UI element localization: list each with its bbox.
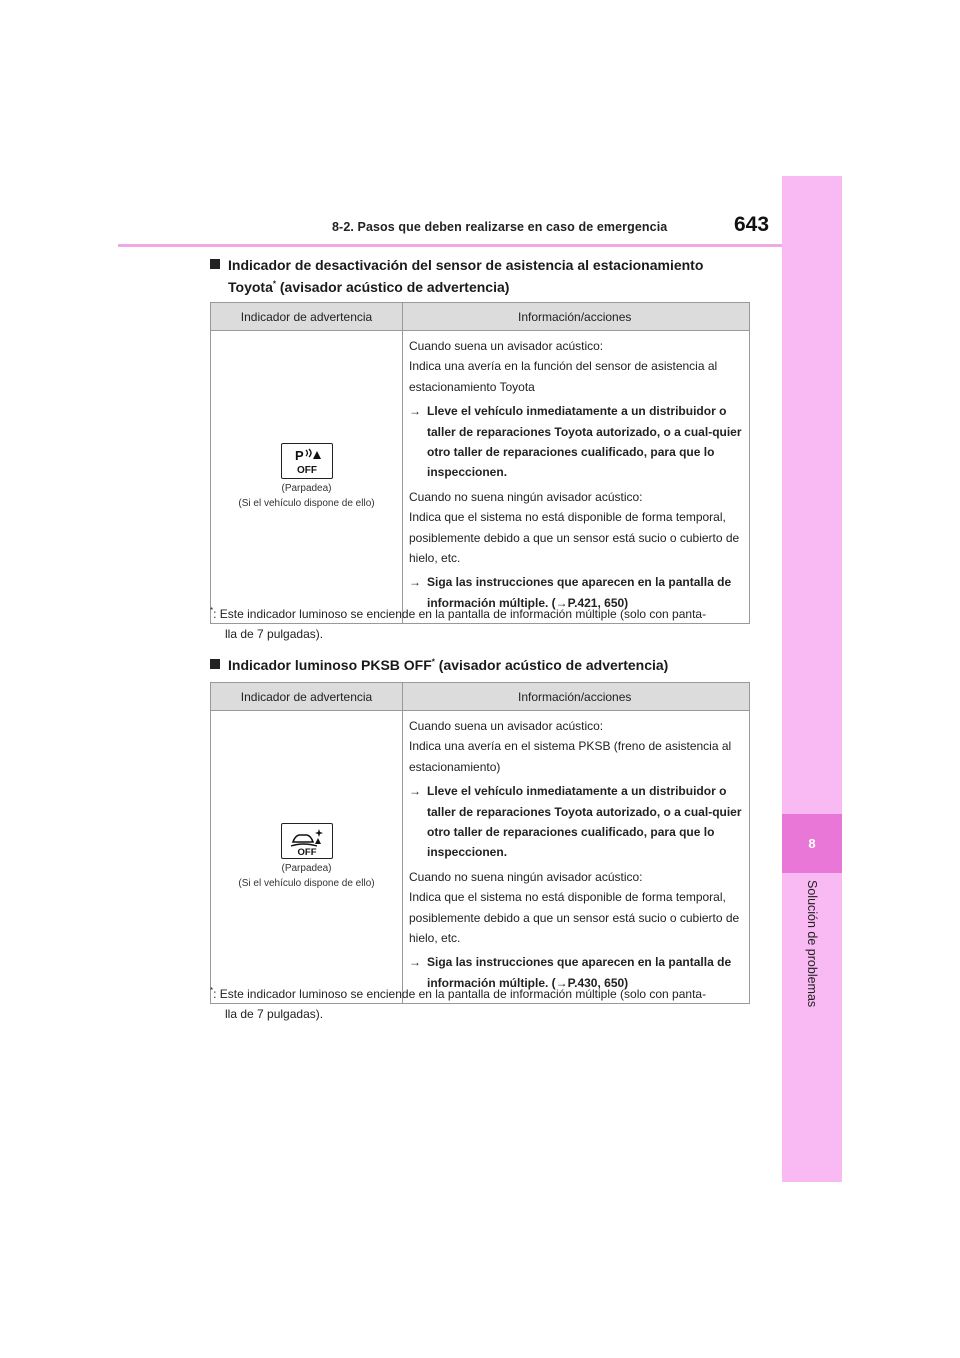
table-header-indicator: Indicador de advertencia (211, 303, 403, 331)
info-condition-2: Cuando no suena ningún avisador acústico: (409, 869, 643, 884)
indicator-caption-blink: (Parpadea) (281, 482, 332, 494)
action-1: → Lleve el vehículo inmediatamente a un distribuidor o taller de reparaciones Toyota autorizado, o a cual-quier otro taller de reparaciones cualificado, para que lo inspeccionen. (409, 401, 743, 483)
info-meaning-2: Indica que el sistema no está disponible de forma temporal, posiblemente debido a que un sensor está sucio o cubierto de hielo, etc. (409, 510, 740, 565)
footnote-2: *: Este indicador luminoso se enciende en la pantalla de información múltiple (solo con panta- lla de 7 pulgadas). (210, 986, 707, 1022)
indicator-caption-equipped: (Si el vehículo dispone de ello) (238, 878, 375, 890)
info-meaning-1: Indica una avería en el sistema PKSB (freno de asistencia al estacionamiento) (409, 739, 732, 774)
square-bullet-icon (210, 659, 220, 669)
info-condition-2: Cuando no suena ningún avisador acústico: (409, 489, 643, 504)
svg-text:OFF: OFF (296, 464, 317, 476)
info-condition-1: Cuando suena un avisador acústico: (409, 339, 604, 353)
svg-text:OFF: OFF (297, 846, 316, 856)
section2-heading: Indicador luminoso PKSB OFF* (avisador acústico de advertencia) (210, 655, 750, 677)
indicator-cell (211, 711, 403, 1004)
running-header: 8-2. Pasos que deben realizarse en caso de emergencia (332, 220, 668, 234)
page-number: 643 (734, 213, 770, 236)
footnote-1: *: Este indicador luminoso se enciende en la pantalla de información múltiple (solo con panta- lla de 7 pulgadas). (210, 606, 707, 642)
arrow-right-icon: → (409, 955, 421, 970)
chapter-title: Solución de problemas (805, 880, 819, 1008)
arrow-right-icon: → (409, 404, 421, 419)
pksb-off-icon (281, 823, 333, 859)
indicator-cell (211, 331, 403, 624)
section1-heading: Indicador de desactivación del sensor de asistencia al estacionamiento Toyota* (avisador acústico de advertencia) (210, 255, 750, 298)
action-2: → Siga las instrucciones que aparecen en la pantalla de información múltiple. (→P.421, 650) (409, 572, 743, 613)
warning-table-2 (210, 682, 750, 1004)
parking-sensor-off-icon (281, 443, 333, 479)
svg-text:P: P (294, 447, 304, 463)
chapter-number-tab: 8 (782, 814, 842, 873)
arrow-right-icon: → (409, 575, 421, 590)
indicator-caption-equipped: (Si el vehículo dispone de ello) (238, 498, 375, 510)
arrow-right-icon: → (409, 784, 421, 799)
info-meaning-2: Indica que el sistema no está disponible de forma temporal, posiblemente debido a que un sensor está sucio o cubierto de hielo, etc. (409, 890, 740, 945)
info-cell (403, 711, 750, 1004)
table-header-indicator: Indicador de advertencia (211, 683, 403, 711)
chapter-title-tab (782, 880, 842, 1120)
warning-table-1 (210, 302, 750, 624)
header-rule (118, 244, 782, 247)
action-2: → Siga las instrucciones que aparecen en la pantalla de información múltiple. (→P.430, 650) (409, 952, 743, 993)
table-header-info: Información/acciones (403, 683, 750, 711)
indicator-caption-blink: (Parpadea) (281, 862, 332, 874)
table-header-info: Información/acciones (403, 303, 750, 331)
info-cell (403, 331, 750, 624)
action-1: → Lleve el vehículo inmediatamente a un distribuidor o taller de reparaciones Toyota autorizado, o a cual-quier otro taller de reparaciones cualificado, para que lo inspeccionen. (409, 781, 743, 863)
square-bullet-icon (210, 259, 220, 269)
info-condition-1: Cuando suena un avisador acústico: (409, 719, 604, 733)
info-meaning-1: Indica una avería en la función del sensor de asistencia al estacionamiento Toyota (409, 359, 718, 394)
